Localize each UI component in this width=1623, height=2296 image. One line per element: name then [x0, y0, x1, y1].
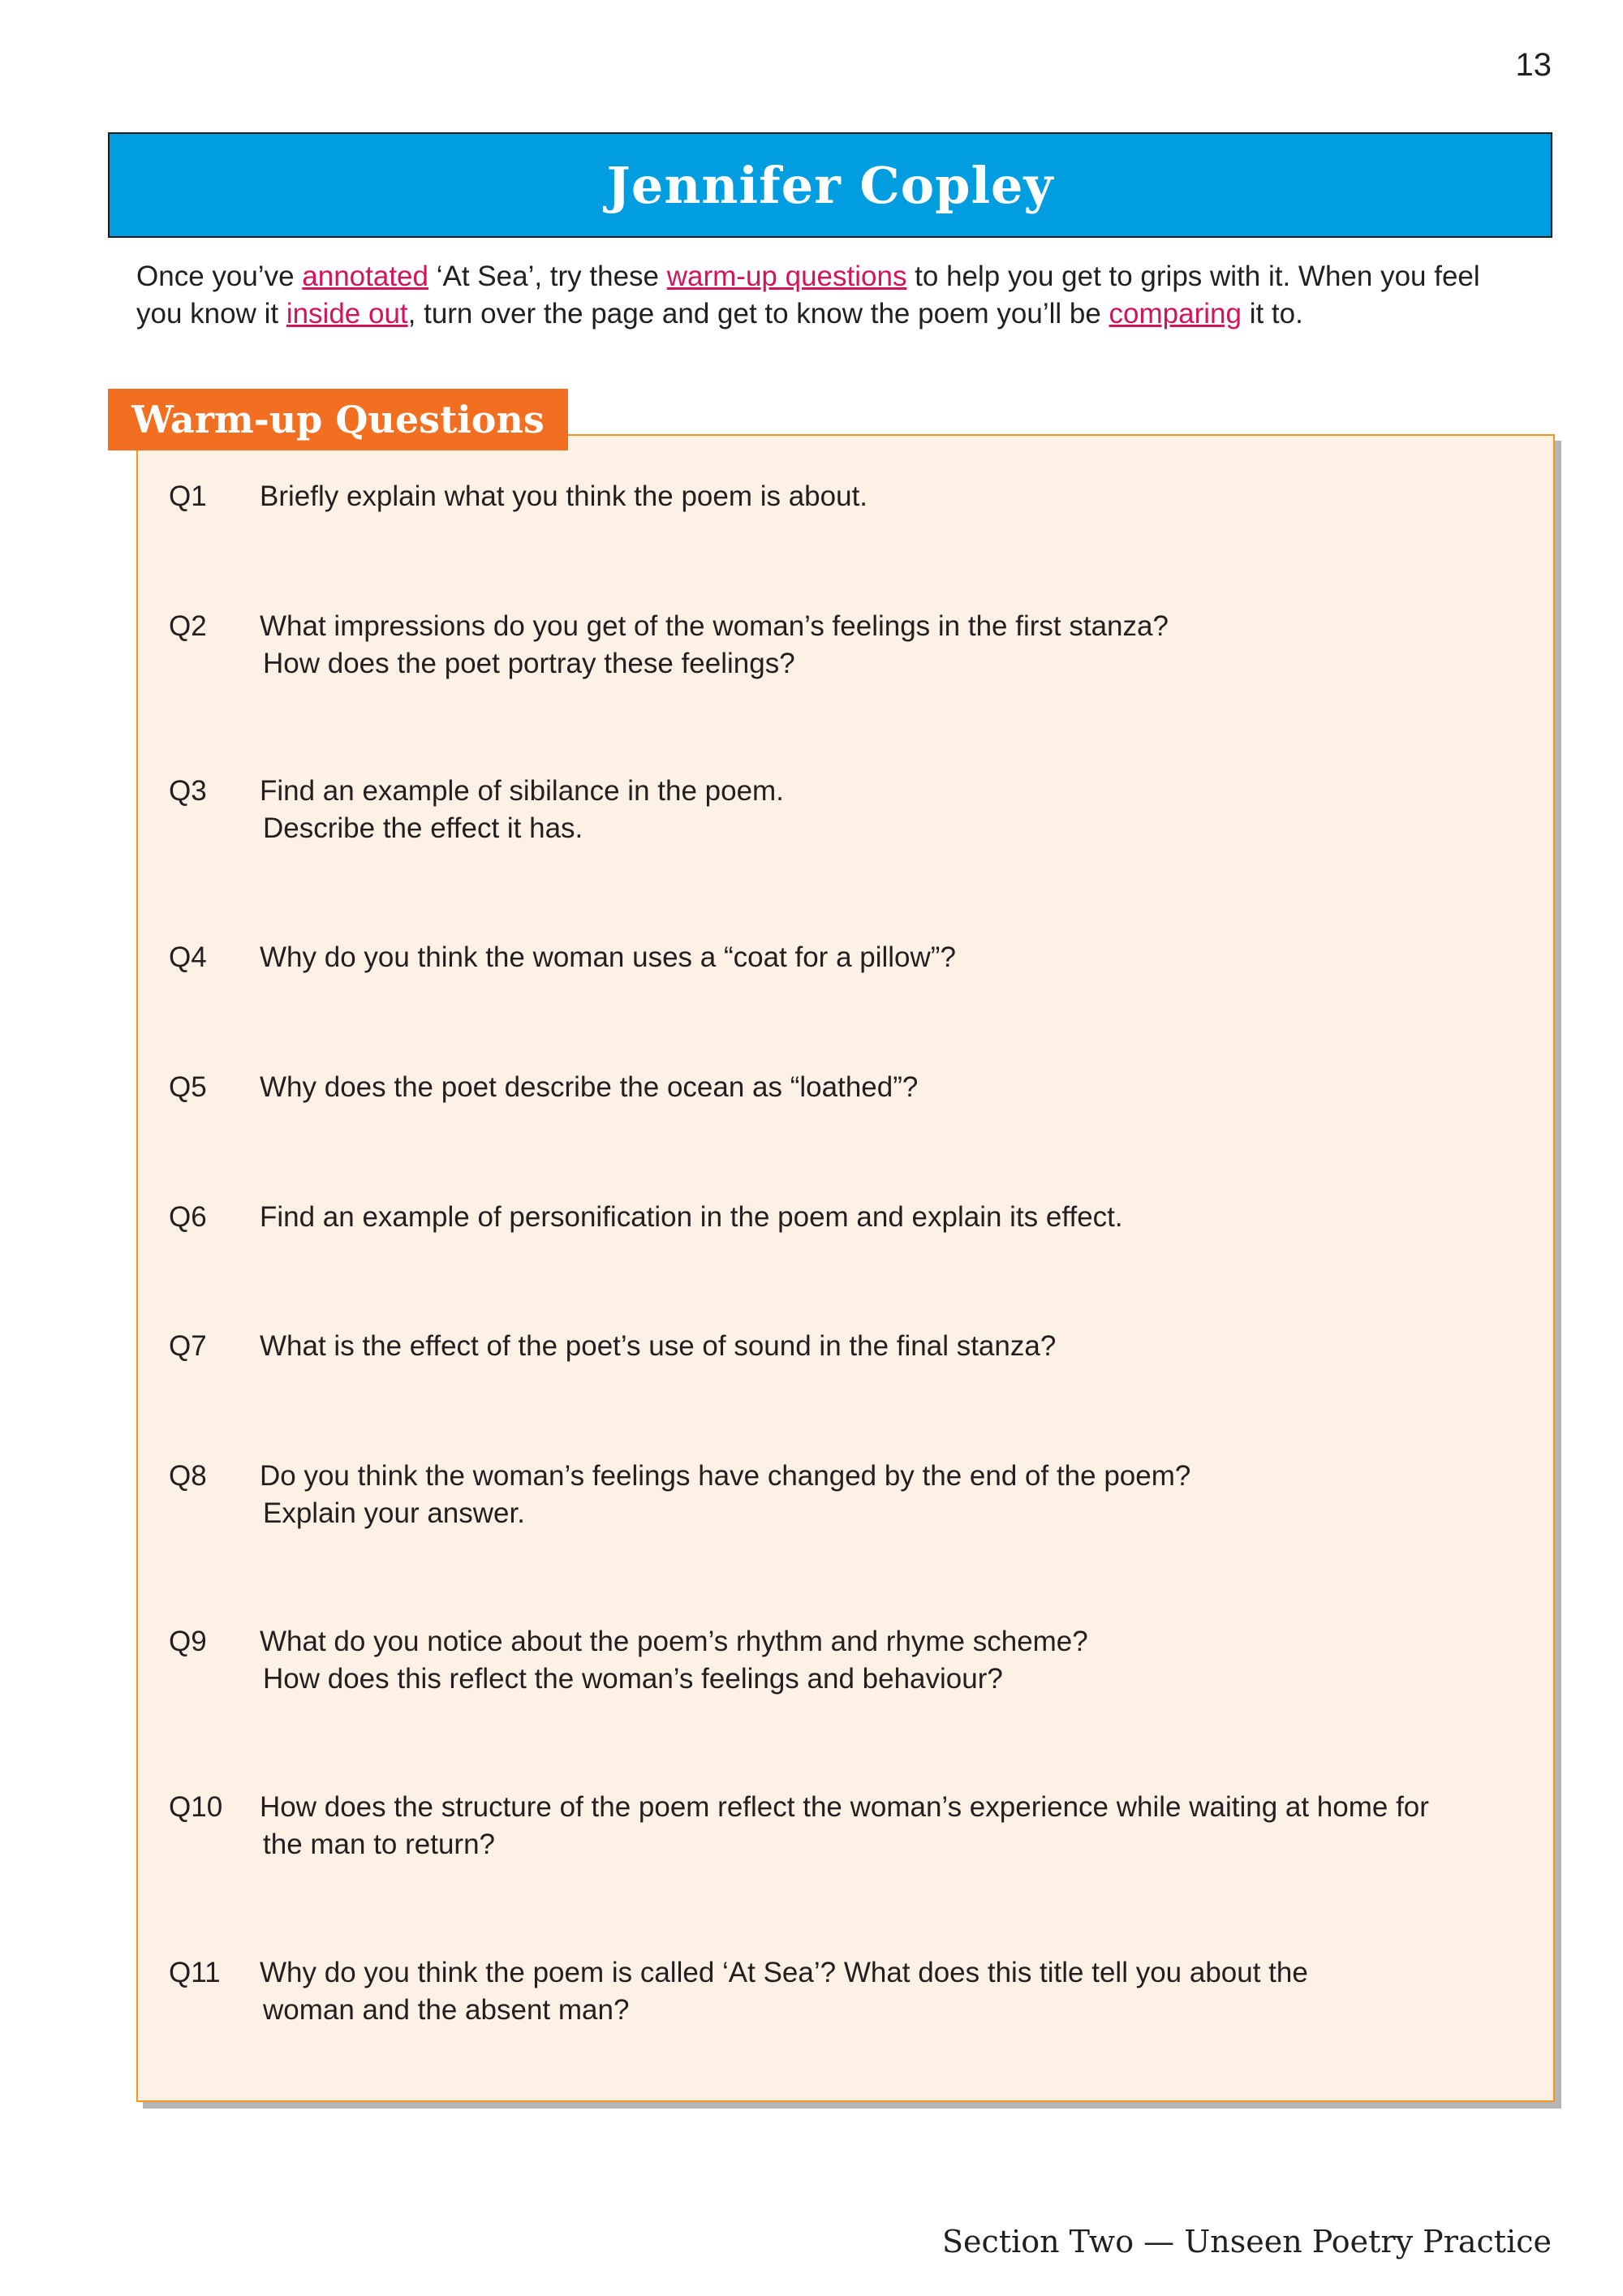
question-number: Q6: [169, 1201, 207, 1233]
question-number: Q3: [169, 775, 207, 807]
warm-up-questions-link[interactable]: warm-up questions: [666, 261, 907, 292]
question-item: [169, 1199, 1540, 1236]
question-line: Briefly explain what you think the poem is about.: [260, 480, 868, 512]
question-text: [260, 1789, 1540, 1863]
annotated-link[interactable]: annotated: [302, 261, 428, 292]
question-text: [260, 608, 1540, 683]
question-line: How does the structure of the poem reflect the woman’s experience while waiting at home for: [260, 1791, 1429, 1823]
question-line: What do you notice about the poem’s rhythm and rhyme scheme?: [260, 1626, 1088, 1657]
question-item: [169, 939, 1540, 976]
question-line: What impressions do you get of the woman’s feelings in the first stanza?: [260, 610, 1169, 642]
intro-text: it to.: [1241, 298, 1303, 330]
question-line: Why do you think the poem is called ‘At Sea’? What does this title tell you about the: [260, 1957, 1308, 1988]
question-number: Q2: [169, 610, 207, 642]
question-text: [260, 1623, 1540, 1698]
question-line: the man to return?: [263, 1829, 495, 1860]
section-heading-tab: [108, 389, 568, 450]
question-line: Find an example of personification in the poem and explain its effect.: [260, 1201, 1123, 1233]
question-line: How does this reflect the woman’s feelings and behaviour?: [263, 1663, 1003, 1695]
question-text: [260, 939, 1540, 976]
section-heading: Warm-up Questions: [131, 398, 545, 442]
question-number: Q4: [169, 941, 207, 973]
intro-paragraph: [136, 258, 1532, 333]
question-number: Q9: [169, 1626, 207, 1657]
question-item: [169, 1328, 1540, 1365]
question-line: Explain your answer.: [263, 1497, 525, 1529]
page-title: Jennifer Copley: [606, 155, 1054, 215]
question-item: [169, 1458, 1540, 1532]
question-item: [169, 1954, 1540, 2029]
question-line: Find an example of sibilance in the poem.: [260, 775, 784, 807]
question-line: Do you think the woman’s feelings have changed by the end of the poem?: [260, 1460, 1191, 1492]
question-number: Q8: [169, 1460, 207, 1492]
question-line: How does the poet portray these feelings?: [263, 648, 795, 679]
comparing-link[interactable]: comparing: [1109, 298, 1242, 330]
intro-text: Once you’ve: [136, 261, 303, 292]
question-item: [169, 773, 1540, 847]
question-line: What is the effect of the poet’s use of sound in the final stanza?: [260, 1330, 1057, 1362]
question-item: [169, 1069, 1540, 1106]
question-line: Describe the effect it has.: [263, 812, 583, 844]
question-text: [260, 1069, 1540, 1106]
intro-text: , turn over the page and get to know the poem you’ll be: [407, 298, 1109, 330]
inside-out-link[interactable]: inside out: [286, 298, 408, 330]
question-text: [260, 1458, 1540, 1532]
question-item: [169, 1789, 1540, 1863]
question-number: Q11: [169, 1957, 221, 1988]
question-text: [260, 1954, 1540, 2029]
title-banner: [108, 132, 1552, 238]
question-item: [169, 608, 1540, 683]
question-text: [260, 478, 1540, 515]
question-number: Q7: [169, 1330, 207, 1362]
question-number: Q1: [169, 480, 207, 512]
question-item: [169, 1623, 1540, 1698]
question-item: [169, 478, 1540, 515]
question-line: Why does the poet describe the ocean as “loathed”?: [260, 1071, 919, 1103]
question-text: [260, 773, 1540, 847]
question-number: Q5: [169, 1071, 207, 1103]
question-text: [260, 1199, 1540, 1236]
section-footer: Section Two — Unseen Poetry Practice: [942, 2224, 1552, 2259]
page-number: 13: [1515, 47, 1552, 83]
question-text: [260, 1328, 1540, 1365]
question-number: Q10: [169, 1791, 223, 1823]
question-line: Why do you think the woman uses a “coat for a pillow”?: [260, 941, 956, 973]
intro-text: ‘At Sea’, try these: [428, 261, 667, 292]
question-line: woman and the absent man?: [263, 1994, 630, 2026]
intro-text: to help you get to grips with it. When you feel you know it: [136, 261, 1480, 330]
